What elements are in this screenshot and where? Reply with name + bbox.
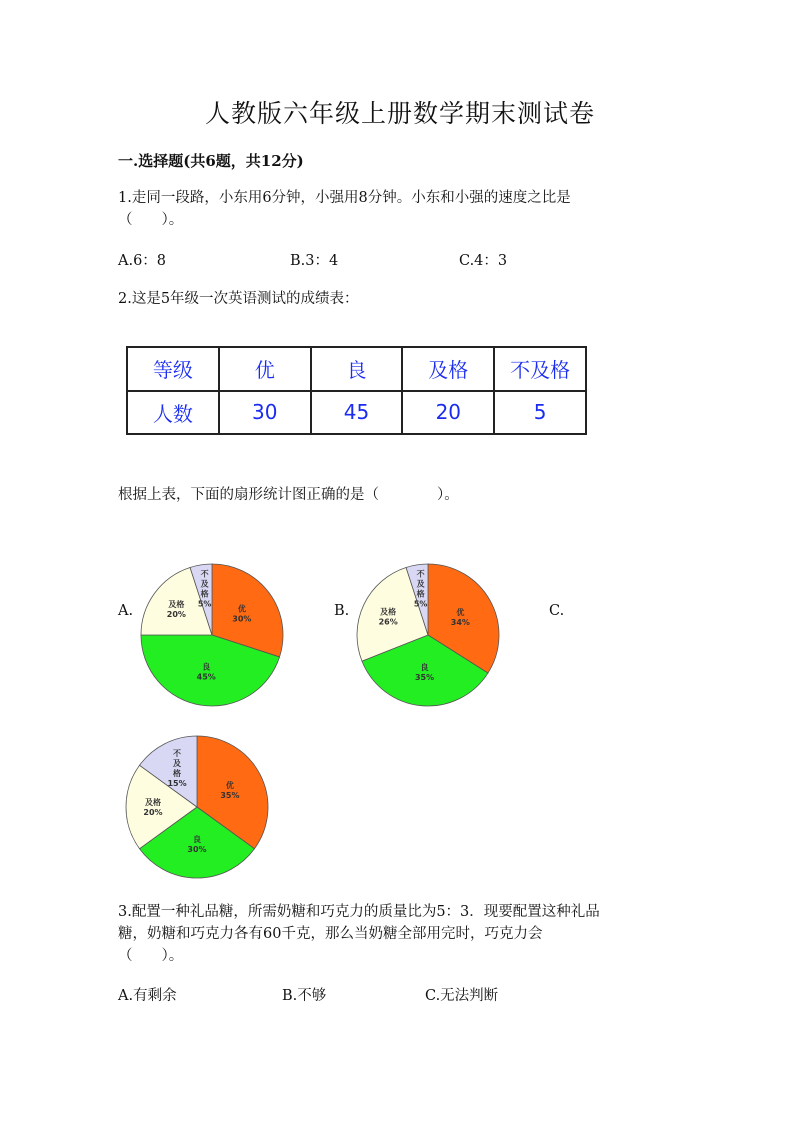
- pie-c-label-text: 15%: [167, 778, 187, 788]
- pie-a-label-text: 不: [200, 569, 209, 579]
- pie-a-label-text: 及格: [168, 600, 185, 610]
- table-cell: 良: [311, 347, 403, 391]
- pie-b-label-text: 及格: [380, 607, 397, 617]
- table-cell: 不及格: [494, 347, 586, 391]
- q3-text-line3: （ ）。: [118, 948, 184, 964]
- grade-table: [126, 346, 587, 435]
- pie-c-label-text: 20%: [143, 808, 163, 817]
- pie-a-label-text: 及: [200, 579, 209, 589]
- section-heading: 一.选择题(共6题，共12分): [118, 152, 304, 170]
- pie-chart-c: [124, 734, 270, 880]
- q1-option-c: C.4：3: [459, 253, 508, 269]
- table-header-row: [127, 347, 586, 391]
- pie-b-label-text: 5%: [413, 599, 428, 609]
- pie-chart-a: [139, 562, 285, 708]
- pie-a-label-text: 良: [202, 662, 211, 672]
- table-cell: 5: [494, 391, 586, 435]
- q3-option-c: C.无法判断: [425, 988, 499, 1004]
- q3-option-a: A.有剩余: [118, 988, 177, 1004]
- pie-b-label-text: 优: [456, 608, 465, 618]
- pie-b-label: [379, 606, 398, 626]
- table-cell: 45: [311, 391, 403, 435]
- q3-text-line1: 3.配置一种礼品糖，所需奶糖和巧克力的质量比为5：3．现要配置这种礼品: [118, 904, 600, 920]
- table-cell: 等级: [127, 347, 219, 391]
- q2-prompt: 根据上表，下面的扇形统计图正确的是（ ）。: [118, 487, 459, 503]
- pie-c-label-text: 优: [225, 781, 234, 791]
- pie-b-label-text: 26%: [378, 617, 398, 627]
- q1-option-a: A.6：8: [118, 253, 167, 269]
- pie-a-label-text: 45%: [196, 672, 216, 682]
- table-row: [127, 391, 586, 435]
- table-cell: 及格: [402, 347, 494, 391]
- pie-option-c-label: C.: [549, 603, 565, 619]
- pie-c-label-text: 不: [173, 748, 182, 758]
- table-cell: 20: [402, 391, 494, 435]
- pie-option-b-label: B.: [334, 603, 350, 619]
- pie-c-label-text: 30%: [187, 844, 207, 854]
- q1-option-b: B.3：4: [290, 253, 339, 269]
- pie-a-label-text: 20%: [166, 610, 186, 620]
- q3-text-line2: 糖，奶糖和巧克力各有60千克，那么当奶糖全部用完时，巧克力会: [118, 926, 543, 942]
- pie-c-label-text: 及格: [144, 798, 161, 807]
- pie-c-label-text: 格: [173, 768, 182, 778]
- pie-b-label-text: 良: [420, 662, 429, 672]
- pie-a-label-text: 优: [237, 604, 246, 614]
- page-title: 人教版六年级上册数学期末测试卷: [204, 99, 595, 128]
- pie-a-label-text: 格: [200, 589, 209, 599]
- q3-option-b: B.不够: [282, 988, 327, 1004]
- pie-b-label-text: 35%: [414, 672, 435, 682]
- pie-a-label-text: 5%: [197, 599, 212, 609]
- pie-option-a-label: A.: [118, 603, 134, 619]
- pie-c-label-text: 及: [173, 758, 182, 768]
- q2-intro: 2.这是5年级一次英语测试的成绩表：: [118, 291, 359, 307]
- pie-a-label-text: 30%: [232, 614, 252, 624]
- pie-a-label: [167, 599, 186, 619]
- q1-text-line1: 1.走同一段路，小东用6分钟，小强用8分钟。小东和小强的速度之比是: [118, 190, 571, 206]
- pie-c-label-text: 良: [193, 834, 201, 844]
- pie-c-label-text: 35%: [220, 791, 240, 801]
- pie-b-label-text: 34%: [450, 618, 470, 628]
- table-cell: 人数: [127, 391, 219, 435]
- pie-b-label-text: 不: [416, 569, 425, 579]
- pie-b-label-text: 格: [416, 589, 425, 599]
- q1-text-line2: （ ）。: [118, 212, 184, 228]
- table-cell: 30: [219, 391, 311, 435]
- pie-b-label-text: 及: [416, 579, 425, 589]
- table-cell: 优: [219, 347, 311, 391]
- pie-chart-b: [355, 562, 501, 708]
